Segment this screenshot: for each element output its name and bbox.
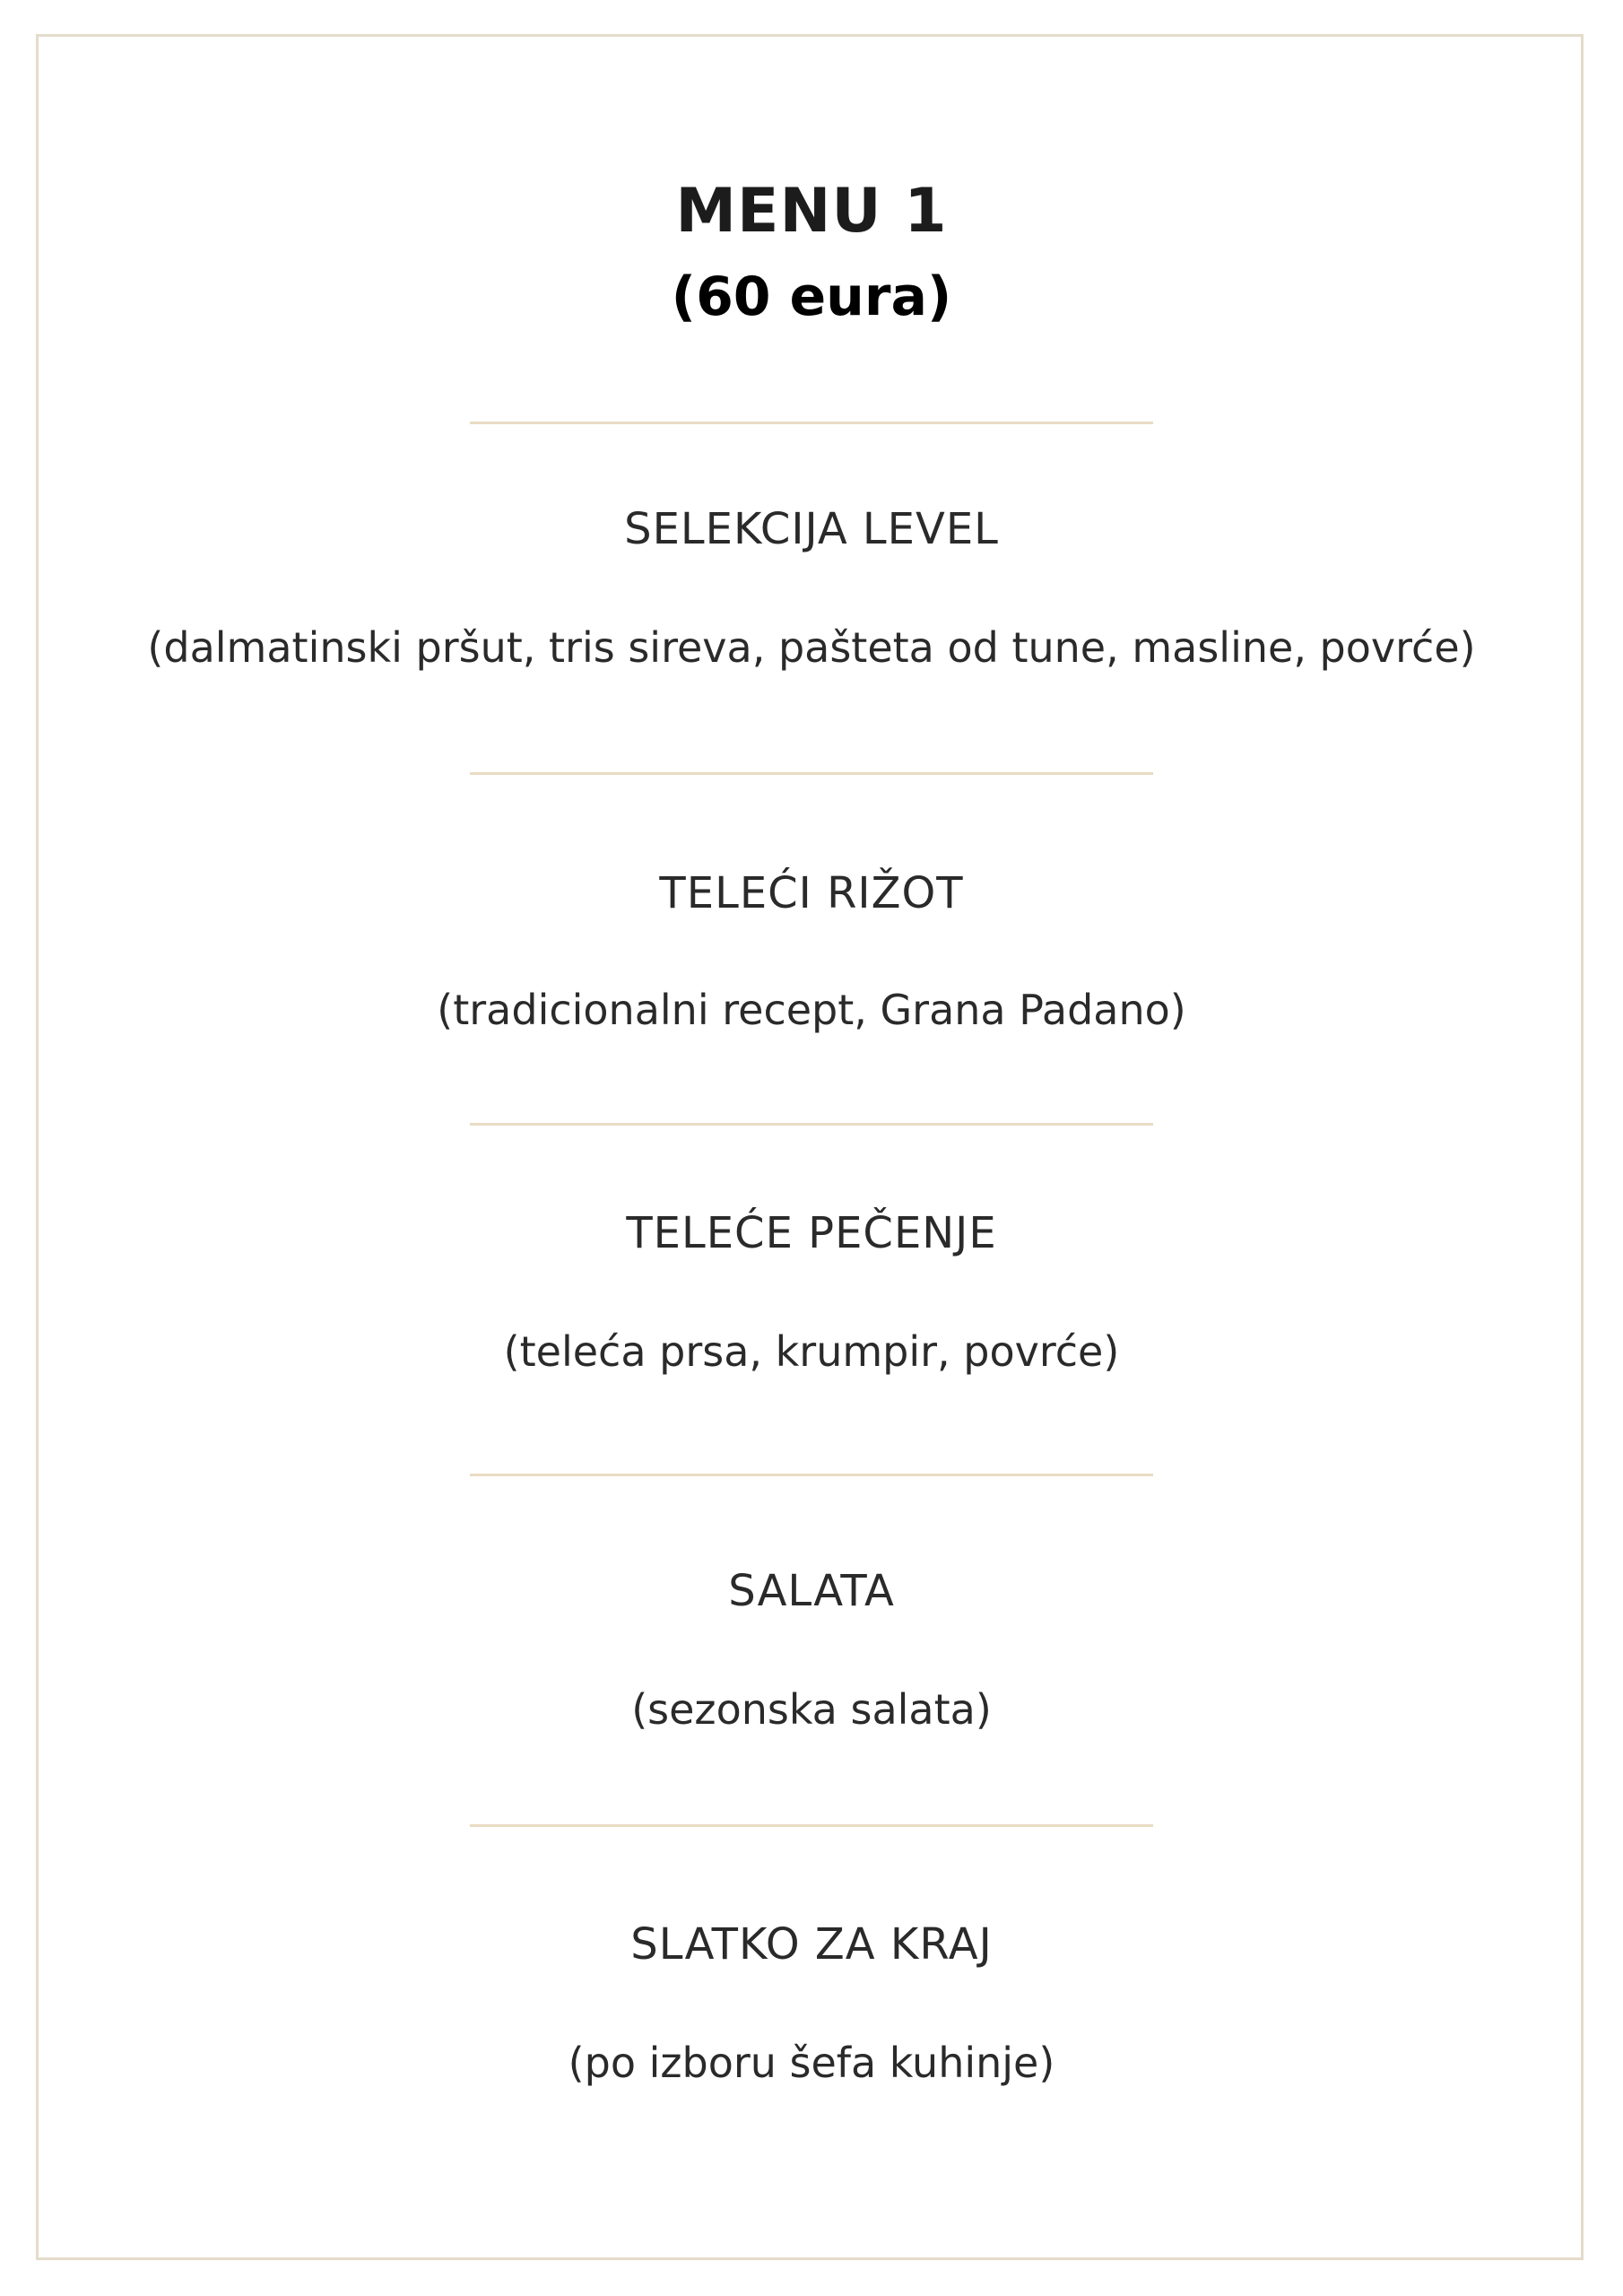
- course-name-pecenje: TELEĆE PEČENJE: [626, 1208, 997, 1258]
- menu-title: MENU 1: [675, 176, 948, 247]
- course-name-salata: SALATA: [728, 1566, 895, 1616]
- course-name-selekcija: SELEKCIJA LEVEL: [624, 504, 999, 554]
- course-description-salata: (sezonska salata): [631, 1685, 992, 1734]
- divider: [470, 1123, 1153, 1126]
- divider: [470, 1824, 1153, 1827]
- menu-price: (60 eura): [671, 265, 952, 328]
- divider: [470, 422, 1153, 424]
- course-name-slatko: SLATKO ZA KRAJ: [630, 1919, 993, 1970]
- course-description-rizot: (tradicionalni recept, Grana Padano): [437, 986, 1186, 1034]
- course-description-pecenje: (teleća prsa, krumpir, povrće): [503, 1327, 1120, 1376]
- divider: [470, 772, 1153, 775]
- course-description-slatko: (po izboru šefa kuhinje): [568, 2039, 1055, 2087]
- course-name-rizot: TELEĆI RIŽOT: [659, 868, 964, 918]
- course-description-selekcija: (dalmatinski pršut, tris sireva, pašteta od tune, masline, povrće): [147, 623, 1476, 672]
- divider: [470, 1474, 1153, 1476]
